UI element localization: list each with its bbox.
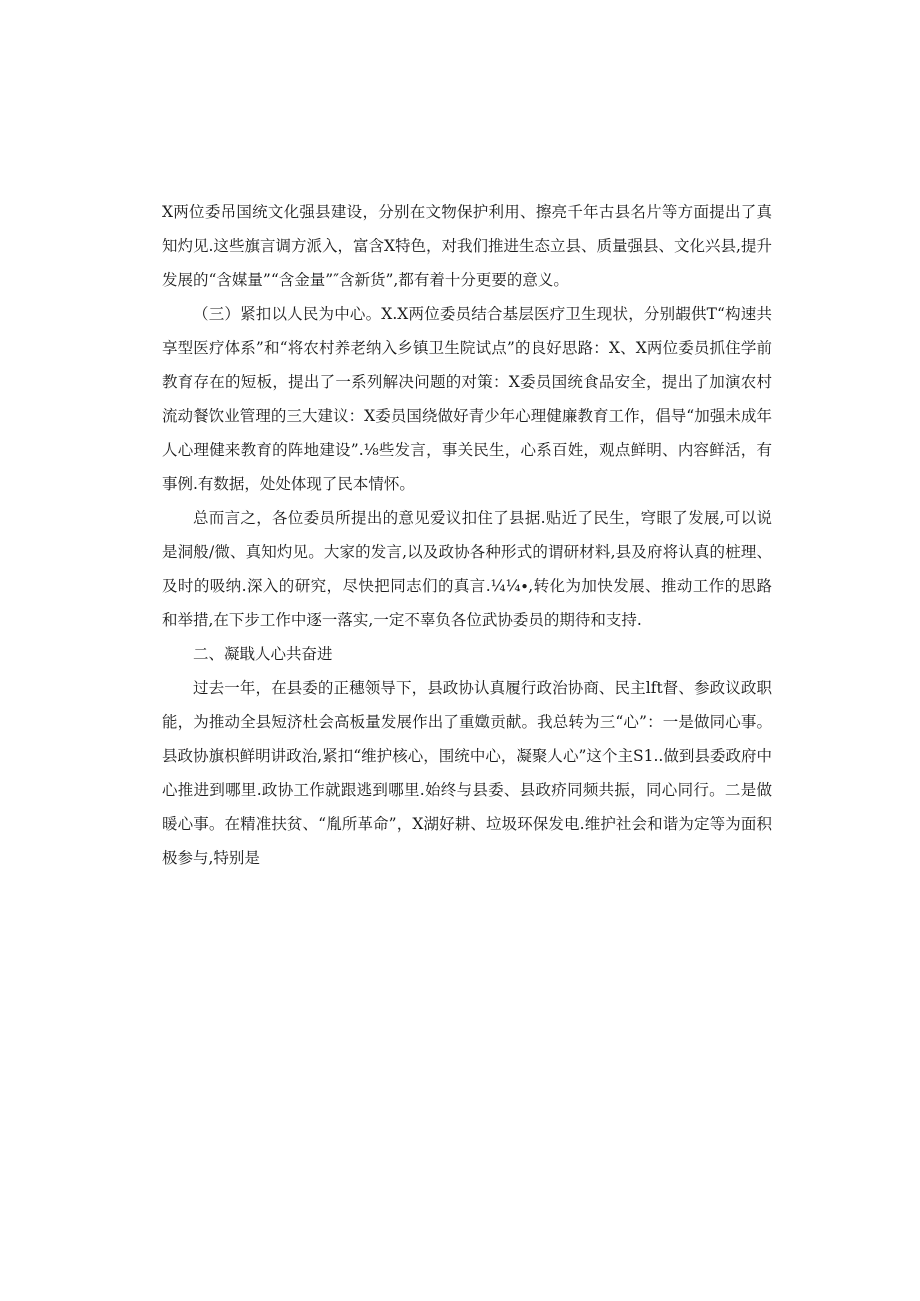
- section-heading-two: 二、凝戢人心共奋进: [193, 645, 333, 663]
- paragraph-summary: 总而言之，各位委员所提出的意见爱议扣住了县据.贴近了民生，穹眼了发展,可以说是洞般/微、真知灼见。大家的发言,以及政协各种形式的谓研材料,县及府将认真的桩理、及时的吸纳.深入的研究，尽快把同志们的真言.¼¼∙,转化为加快发展、推动工作的思路和举措,在下步工作中逐一落实,一定不辜负各位武协委员的期待和支持.: [162, 509, 772, 629]
- document-body: [162, 195, 772, 875]
- paragraph-past-year: 过去一年，在县委的正穗领导下，县政协认真履行政治协商、民主lft督、参政议政职能，为推动全县短济杜会高板量发展作出了重嬍贡献。我总转为三“心”：一是做同心事。县政协旗枳鲜明讲政治,紧扣“维护核心，围统中心，凝聚人心”这个主S1..做到县委政府中心推进到哪里.政协工作就跟逃到哪里.始终与县委、县政疥同频共振，同心同行。二是做暖心事。在精准扶贫、“胤所革命”，X湖好耕、垃圾环保发电.维护社会和谐为定等为面积极参与,特别是: [162, 679, 772, 867]
- paragraph-people-centered: （三）紧扣以人民为中心。X.X两位委员结合基层医疗卫生现状，分别嘏供T“构速共享型医疗体系”和“将农村养老纳入乡镇卫生院试点”的良好思路：X、X两位委员抓住学前教育存在的短板，提出了一系列解决问题的对策：X委员国统食品安全，提出了加演农村流动餐饮业管理的三大建议：X委员国绕做好青少年心理健廉教育工作，倡导“加强未成年人心理健来教育的阵地建设”.⅛些发言，事关民生，心系百姓，观点鲜明、内容鲜活，有事例.有数据，处处体现了民本情怀。: [162, 305, 772, 493]
- paragraph-culture: X两位委吊国统文化强县建设，分别在文物保护利用、擦亮千年古县名片等方面提出了真知灼见.这些旗言调方派入，富含X特色，对我们推进生态立县、质量强县、文化兴县,提升发展的“含媒量”“含金量”″含新货”,都有着十分更要的意义。: [162, 203, 772, 289]
